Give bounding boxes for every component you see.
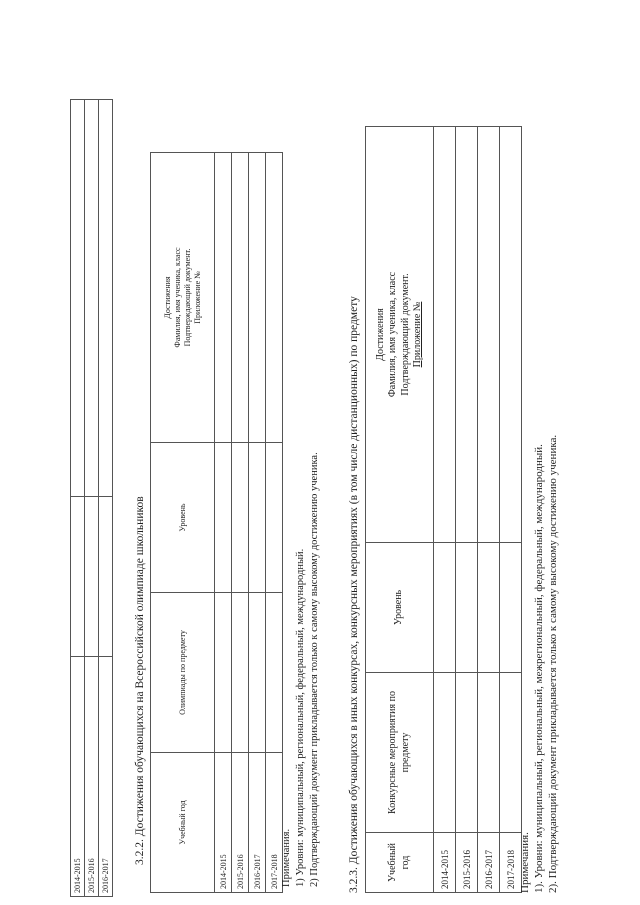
table-row <box>99 100 113 897</box>
header-achievements: Достижения Фамилия, имя ученика, класс Подтверждающий документ. Приложение № <box>151 153 215 443</box>
notes-3-2-2: Примечания. 1) Уровни: муниципальный, региональный, федеральный, международный. 2) Подтверждающий документ прикладывается только к самому высокому достижению ученика. <box>281 452 320 887</box>
header-subject: Олимпиады по предмету <box>151 593 215 753</box>
top-table <box>70 99 113 897</box>
table-cell-year: 2016-2017 <box>249 753 266 893</box>
table-row <box>434 127 456 893</box>
contests-table <box>365 126 522 893</box>
table-row <box>215 153 232 893</box>
table-cell-year: 2015-2016 <box>85 657 99 897</box>
table-cell-year: 2016-2017 <box>478 833 500 893</box>
header-achievements: Достижения Фамилия, имя ученика, класс Подтверждающий документ. Приложение № <box>366 127 434 543</box>
table-row <box>71 100 85 897</box>
header-year: Учебный год <box>366 833 434 893</box>
table-row <box>85 100 99 897</box>
table-header-row <box>366 127 434 893</box>
table-cell-year: 2014-2015 <box>434 833 456 893</box>
header-level: Уровень <box>366 543 434 673</box>
table-row <box>456 127 478 893</box>
table-row <box>249 153 266 893</box>
table-cell-year: 2014-2015 <box>71 657 85 897</box>
table-cell-year: 2015-2016 <box>232 753 249 893</box>
table-row <box>478 127 500 893</box>
header-level: Уровень <box>151 443 215 593</box>
olympiad-table <box>150 152 283 893</box>
table-cell-year: 2016-2017 <box>99 657 113 897</box>
header-events: Конкурсные мероприятия по предмету <box>366 673 434 833</box>
table-cell-year: 2014-2015 <box>215 753 232 893</box>
notes-3-2-3: Примечания. 1). Уровни: муниципальный, региональный, межрегиональный, федеральный, международный. 2). Подтверждающий документ прикладывается только к самому высокому достижению ученика. <box>519 434 559 893</box>
table-cell-year: 2015-2016 <box>456 833 478 893</box>
table-cell-year: 2017-2018 <box>266 753 283 893</box>
table-header-row <box>151 153 215 893</box>
section-title-3-2-2: 3.2.2. Достижения обучающихся на Всероссийской олимпиаде школьников <box>134 496 146 865</box>
section-title-3-2-3: 3.2.3. Достижения обучающихся в иных конкурсах, конкурсных мероприятиях (в том числе дистанционных) по предмету <box>348 296 360 893</box>
table-cell-year: 2017-2018 <box>500 833 522 893</box>
header-year: Учебный год <box>151 753 215 893</box>
table-row <box>232 153 249 893</box>
